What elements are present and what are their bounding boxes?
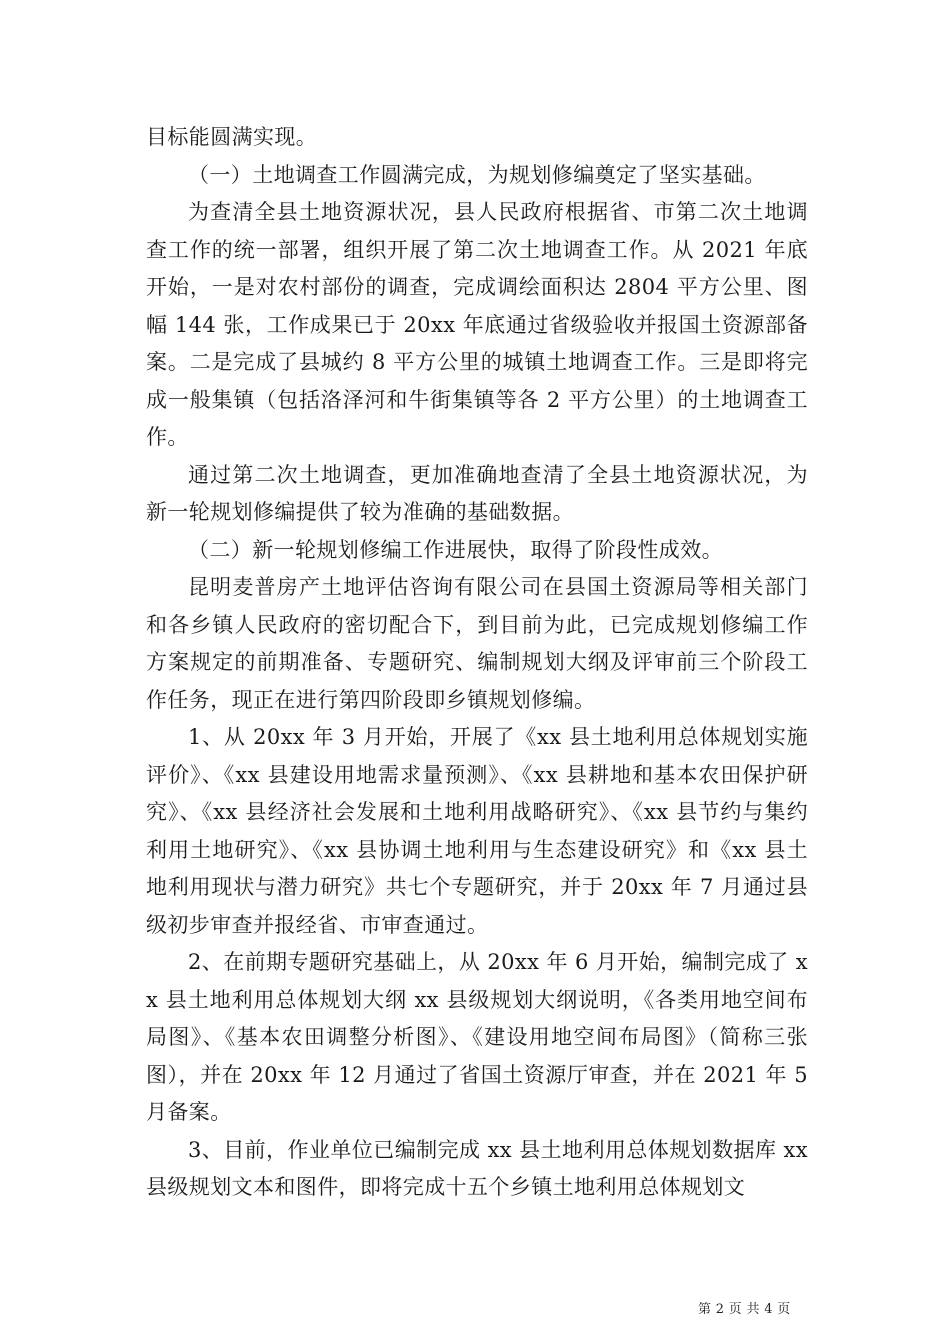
list-item-1: 1、从 20xx 年 3 月开始，开展了《xx 县土地利用总体规划实施评价》、《xx 县建设用地需求量预测》、《xx 县耕地和基本农田保护研究》、《xx 县经济社会发展和土地利用战略研究》、《xx 县节约与集约利用土地研究》、《xx 县协调土地利用与生态建设研究》和《xx 县土地利用现状与潜力研究》共七个专题研究，并于 20xx 年 7 月通过县级初步审查并报经省、市审查通过。 <box>146 725 808 937</box>
paragraph-survey-result: 通过第二次土地调查，更加准确地查清了全县土地资源状况，为新一轮规划修编提供了较为准确的基础数据。 <box>146 462 808 524</box>
paragraph-continuation: 目标能圆满实现。 <box>146 125 318 149</box>
paragraph-company: 昆明麦普房产土地评估咨询有限公司在县国土资源局等相关部门和各乡镇人民政府的密切配合下，到目前为此，已完成规划修编工作方案规定的前期准备、专题研究、编制规划大纲及评审前三个阶段工作任务，现正在进行第四阶段即乡镇规划修编。 <box>146 575 808 712</box>
section-heading-1: （一）土地调查工作圆满完成，为规划修编奠定了坚实基础。 <box>188 162 766 187</box>
section-heading-2: （二）新一轮规划修编工作进展快，取得了阶段性成效。 <box>188 537 723 562</box>
list-item-2: 2、在前期专题研究基础上，从 20xx 年 6 月开始，编制完成了 xx 县土地利用总体规划大纲 xx 县级规划大纲说明，《各类用地空间布局图》、《基本农田调整分析图》、《建设用地空间布局图》（简称三张图），并在 20xx 年 12 月通过了省国土资源厅审查，并在 2021 年 5 月备案。 <box>146 950 808 1124</box>
paragraph-survey: 为查清全县土地资源状况，县人民政府根据省、市第二次土地调查工作的统一部署，组织开展了第二次土地调查工作。从 2021 年底开始，一是对农村部份的调查，完成调绘面积达 2804 平方公里、图幅 144 张，工作成果已于 20xx 年底通过省级验收并报国土资源部备案。二是完成了县城约 8 平方公里的城镇土地调查工作。三是即将完成一般集镇（包括洛泽河和牛街集镇等各 2 平方公里）的土地调查工作。 <box>146 200 808 449</box>
document-body <box>146 119 808 1207</box>
list-item-3: 3、目前，作业单位已编制完成 xx 县土地利用总体规划数据库 xx 县级规划文本和图件，即将完成十五个乡镇土地利用总体规划文 <box>146 1137 808 1199</box>
page-number-footer: 第 2 页 共 4 页 <box>698 1302 791 1317</box>
